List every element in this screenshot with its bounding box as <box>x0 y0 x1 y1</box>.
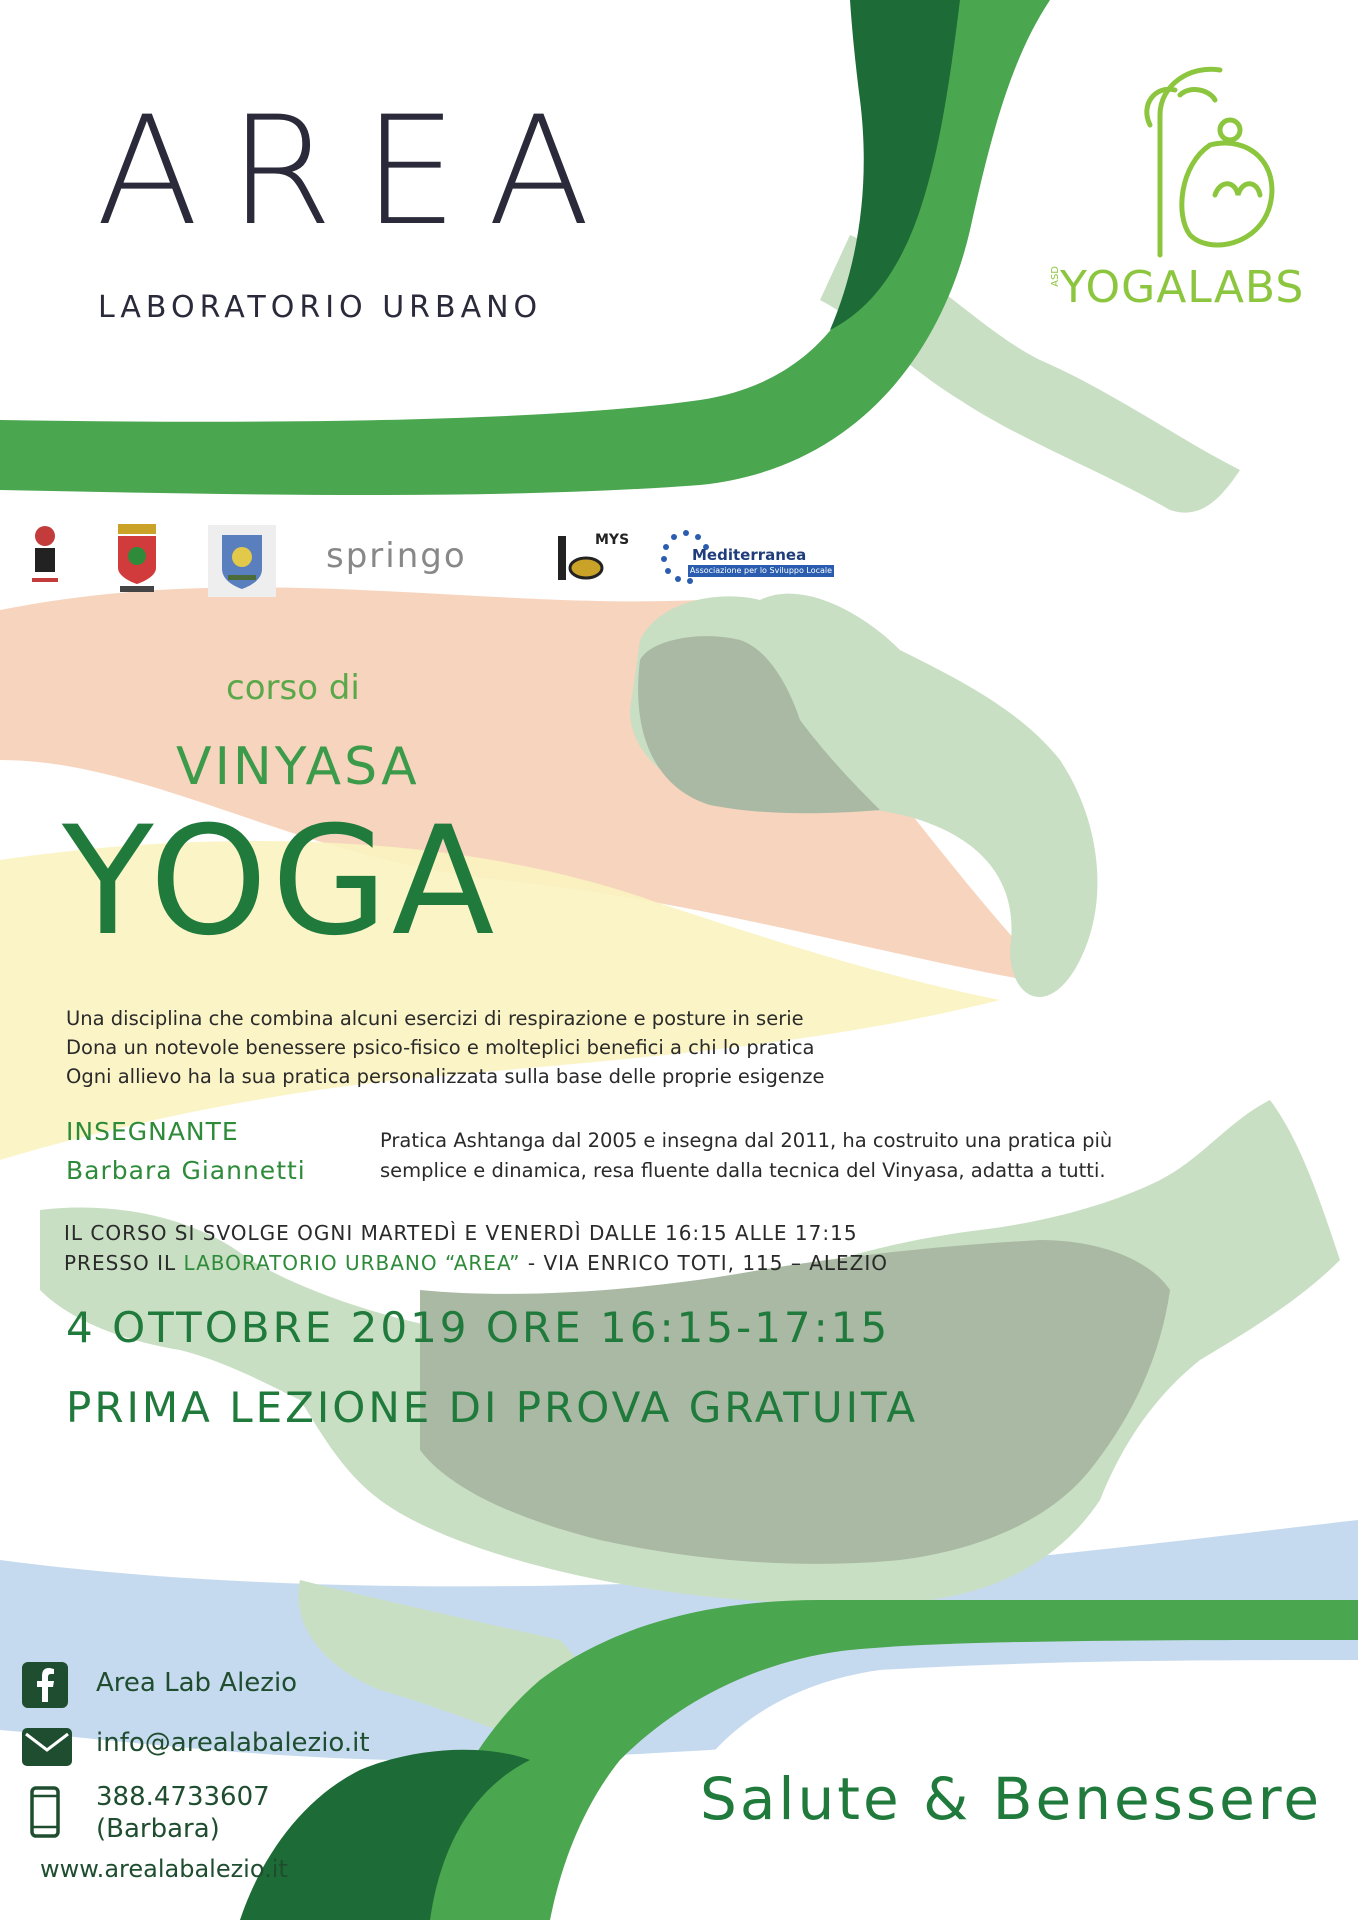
mediterranea-title: Mediterranea <box>692 546 807 564</box>
mys-logo-text: MYS <box>595 532 630 548</box>
teacher-bio-line: semplice e dinamica, resa fluente dalla tecnica del Vinyasa, adatta a tutti. <box>380 1159 1106 1182</box>
mail-icon[interactable] <box>22 1728 72 1766</box>
yogalabs-emblem-icon <box>1120 55 1300 260</box>
description-line: Dona un notevole benessere psico-fisico e molteplici benefici a chi lo pratica <box>66 1036 815 1059</box>
course-title: YOGA <box>62 795 499 969</box>
yogalabs-name: YOGALABS <box>1060 262 1305 313</box>
course-style: VINYASA <box>176 737 420 797</box>
description-line: Una disciplina che combina alcuni esercizi di respirazione e posture in serie <box>66 1007 804 1030</box>
description-line: Ogni allievo ha la sua pratica personalizzata sulla base delle proprie esigenze <box>66 1065 825 1088</box>
schedule-line-1: IL CORSO SI SVOLGE OGNI MARTEDÌ E VENERDÌ DALLE 16:15 ALLE 17:15 <box>64 1221 858 1245</box>
area-logo-subtitle: LABORATORIO URBANO <box>98 290 543 325</box>
regione-puglia-crest-icon <box>114 522 160 594</box>
yogalabs-asd: ASD <box>1050 266 1061 287</box>
phone-icon[interactable] <box>30 1786 60 1838</box>
free-lesson-banner: PRIMA LEZIONE DI PROVA GRATUITA <box>66 1383 919 1432</box>
teacher-bio <box>380 1126 1112 1186</box>
phone-contact-name: (Barbara) <box>96 1814 220 1844</box>
facebook-icon[interactable] <box>22 1662 68 1708</box>
course-description <box>66 1004 824 1091</box>
footer-tagline: Salute & Benessere <box>700 1765 1323 1833</box>
schedule-address: - VIA ENRICO TOTI, 115 – ALEZIO <box>520 1251 889 1275</box>
first-lesson-date: 4 OTTOBRE 2019 ORE 16:15-17:15 <box>66 1303 891 1352</box>
teacher-bio-line: Pratica Ashtanga dal 2005 e insegna dal 2011, ha costruito una pratica più <box>380 1129 1113 1152</box>
comune-crest-icon <box>208 525 276 597</box>
teacher-name: Barbara Giannetti <box>66 1156 306 1185</box>
phone-number[interactable]: 388.4733607 <box>96 1782 270 1812</box>
email-link[interactable]: info@arealabalezio.it <box>96 1728 370 1758</box>
website-link[interactable]: www.arealabalezio.it <box>40 1855 288 1883</box>
schedule-venue: LABORATORIO URBANO “AREA” <box>183 1251 521 1275</box>
partner-logo-1-icon <box>20 522 70 592</box>
schedule-prefix: PRESSO IL <box>64 1251 184 1275</box>
course-schedule <box>64 1218 888 1278</box>
springo-logo: springo <box>326 536 467 576</box>
course-prefix: corso di <box>226 668 360 708</box>
mediterranea-subtitle: Associazione per lo Sviluppo Locale <box>689 566 833 575</box>
schedule-line-2 <box>64 1248 888 1278</box>
area-logo-title: AREA <box>96 85 621 259</box>
teacher-label: INSEGNANTE <box>66 1117 239 1146</box>
facebook-link[interactable]: Area Lab Alezio <box>96 1668 298 1698</box>
